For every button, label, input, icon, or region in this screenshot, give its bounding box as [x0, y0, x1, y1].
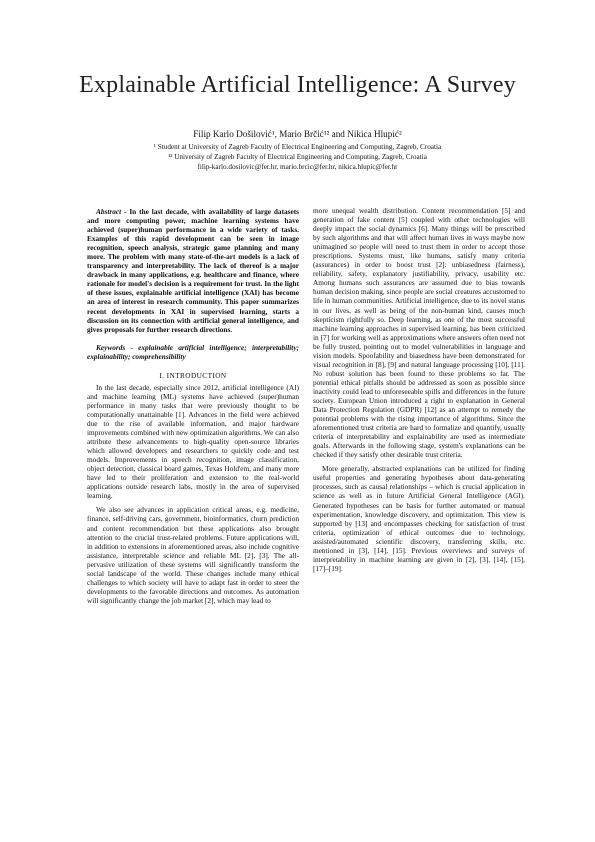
intro-paragraph-1: In the last decade, especially since 2012, artificial intelligence (AI) and machine learning (ML) systems have achieved (super)human performance in many tasks that were previously thought to be computationally unattainable [1]. Advances in the field were achieved due to the rise of available information, and major hardware improvements combined with new optimization algorithms. We can also attribute these advancements to high-quality open-source libraries which allowed developers and researchers to quickly code and test models. Improvements in speech recognition, image classification, object detection, classical board games, Texas Hold'em, and many more have led to their proliferation and extension to the real-world applications outside research labs, mostly in the area of supervised learning.: [87, 382, 299, 501]
intro-paragraph-3: more unequal wealth distribution. Content recommendation [5] and generation of fake content [5] coupled with other technologies will deeply impact the social dynamics [6]. Many things will be prescribed by such algorithms and that will affect human lives in ways maybe now unimagined so people will need to trust them in order to accept those prescriptions. Systems must, like humans, satisfy many criteria (assurances) in order to boost trust [2]: unbiasedness (fairness), reliability, safety, explanatory justifiability, privacy, usability etc. Among humans such assurances are assumed due to bias towards human decision making, since people are social creatures accustomed to life in human communities. Artificial intelligence, due to its novel status in our lives, as well as being of the non-human kind, causes much skepticism rightfully so. Deep learning, as one of the most successful machine learning approaches in supervised learning, has been criticized in [7] for working well as approximations where answers often need not be fully trusted, pointing out to model vulnerabilities in language and vision models. Spoofability and biasedness have been demonstrated for visual recognition in [8], [9] and natural language processing [10], [11]. No robust solution has been found to these problems so far. The potential ethical pitfalls should be addressed as soon as possible since inactivity could lead to unforeseeable spills and differences in the future society. European Union introduced a right to explanation in General Data Protection Regulation (GDPR) [12] as an attempt to remedy the potential problems with the rising importance of algorithms. Since the aforementioned trust criteria are hard to formalize and quantify, usually criteria of interpretability and explainability are used as intermediate goals. Afterwards in the following stage, system's explanations can be checked if they satisfy other desirable trust criteria.: [313, 206, 525, 460]
author-emails: filip-karlo.dosilovic@fer.hr, mario.brcic@fer.hr, nikica.hlupic@fer.hr: [197, 163, 398, 171]
abstract-label: Abstract: [96, 207, 122, 216]
affiliation-1: ¹ Student at University of Zagreb Faculty of Electrical Engineering and Computing, Zagreb, Croatia: [153, 143, 442, 151]
affiliation-2: ¹² University of Zagreb Faculty of Electrical Engineering and Computing, Zagreb, Croatia: [168, 153, 427, 161]
abstract-text: - In the last decade, with availability of large datasets and more computing power, machine learning systems have achieved (super)human performance in a wide variety of tasks. Examples of this rapid development can be seen in image recognition, speech analysis, strategic game planning and many more. The problem with many state-of-the-art models is a lack of transparency and interpretability. The lack of thereof is a major drawback in many applications, e.g. healthcare and finance, where rationale for model's decision is a requirement for trust. In the light of these issues, explainable artificial intelligence (XAI) has become an area of interest in research community. This paper summarizes recent developments in XAI in supervised learning, starts a discussion on its connection with artificial general intelligence, and gives proposals for further research directions.: [87, 207, 299, 334]
intro-paragraph-2: We also see advances in application critical areas, e.g. medicine, finance, self-driving cars, government, bioinformatics, churn prediction and content recommendation but these applications also brought attention to the crucial trust-related problems. Future applications will, in addition to extensions in aforementioned areas, also include cognitive assistance, interpretable science and reliable ML [2], [3]. The all-pervasive utilization of these systems will significantly transform the social landscape of the world. These changes include many ethical challenges to which society will have to adapt fast in order to steer the developments to the favorable directions and outcomes. As automation will significantly change the job market [2], which may lead to: [87, 505, 299, 605]
right-column: [313, 206, 525, 573]
abstract: [87, 207, 299, 334]
paper-title: Explainable Artificial Intelligence: A Survey: [79, 72, 516, 98]
intro-paragraph-4: More generally, abstracted explanations can be utilized for finding useful properties and generating hypotheses about data-generating processes, such as causal relationships – which is crucial application in science as well as in future Artificial General Intelligence (AGI). Generated hypotheses can be basis for further automated or manual experimentation, knowledge discovery, and optimization. This view is supported by [13] and encompasses checking for satisfaction of trust criteria, optimization of ethical outcomes due to technology, assisted/automated scientific discovery, transferring skills, etc. mentioned in [3], [14], [15]. Previous overviews and surveys of interpretability in machine learning are given in [2], [3], [14], [15], [17]–[19].: [313, 464, 525, 573]
left-column: [87, 207, 299, 605]
section-heading-introduction: I. INTRODUCTION: [159, 370, 227, 380]
author-list: Filip Karlo Došilović¹, Mario Brčić¹² and Nikica Hlupić²: [193, 129, 402, 139]
keywords: Keywords - explainable artificial intelligence; interpretability; explainability; comprehensibility: [87, 342, 299, 361]
